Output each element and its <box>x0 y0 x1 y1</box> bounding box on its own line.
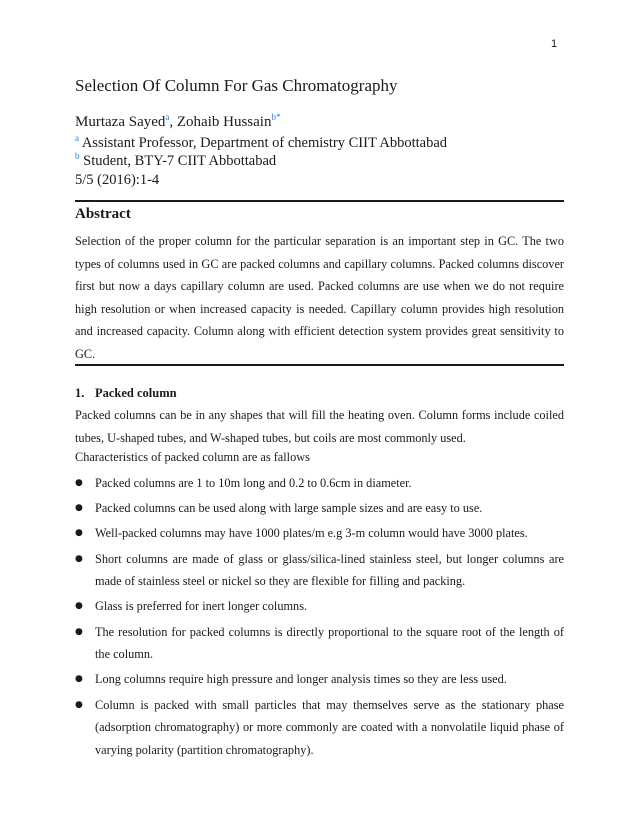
list-item: ● Packed columns are 1 to 10m long and 0.2 to 0.6cm in diameter. <box>75 472 564 495</box>
paper-title: Selection Of Column For Gas Chromatography <box>75 76 398 95</box>
section-number: 1. <box>75 386 85 400</box>
list-item: ● Well-packed columns may have 1000 plates/m e.g 3-m column would have 3000 plates. <box>75 522 564 545</box>
author-name: Murtaza Sayed <box>75 114 166 130</box>
list-item: ● Packed columns can be used along with large sample sizes and are easy to use. <box>75 497 564 520</box>
issue-info: 5/5 (2016):1-4 <box>75 172 160 188</box>
affiliation-mark: b <box>75 151 80 162</box>
section-heading <box>75 386 177 401</box>
author-affiliation-mark: a <box>165 112 170 122</box>
section-title: Packed column <box>95 386 177 400</box>
characteristics-list <box>75 472 564 764</box>
affiliation-text: Student, BTY-7 CIIT Abbottabad <box>83 153 277 169</box>
affiliation <box>75 135 447 152</box>
list-item: ● Column is packed with small particles that may themselves serve as the stationary phase (adsorption chromatography) or more commonly are coated with a nonvolatile liquid phase of varying polarity (partition chromatography). <box>75 694 564 762</box>
author-affiliation-mark: b* <box>271 112 281 122</box>
abstract-body: Selection of the proper column for the particular separation is an important step in GC. The two types of columns used in GC are packed columns and capillary columns. Packed columns discover first but now a days capillary column are used. Packed columns are use when we do not require high resolution or when increased capacity is needed. Capillary column provides high resolution and increased capacity. Column along with efficient detection system provides great sensitivity to GC. <box>75 234 564 361</box>
divider <box>75 364 564 366</box>
affiliation <box>75 153 276 170</box>
list-item: ● Long columns require high pressure and longer analysis times so they are less used. <box>75 668 564 691</box>
author-name: Zohaib Hussain <box>176 114 272 130</box>
list-item: ● The resolution for packed columns is directly proportional to the square root of the length of the column. <box>75 621 564 666</box>
affiliation-text: Assistant Professor, Department of chemistry CIIT Abbottabad <box>81 135 448 151</box>
affiliation-mark: a <box>75 133 79 144</box>
section-body: Packed columns can be in any shapes that will fill the heating oven. Column forms include coiled tubes, U-shaped tubes, and W-shaped tubes, but coils are most commonly used. <box>75 408 564 445</box>
characteristics-intro: Characteristics of packed column are as fallows <box>75 450 310 464</box>
author-line: Murtaza Sayed$^a$, Zohaib Hussain$^{b*}$ <box>75 112 281 130</box>
abstract-heading: Abstract <box>75 206 131 222</box>
divider <box>75 200 564 202</box>
page-number: 1 <box>551 38 558 50</box>
list-item: ● Glass is preferred for inert longer columns. <box>75 595 564 618</box>
list-item: ● Short columns are made of glass or glass/silica-lined stainless steel, but longer columns are made of stainless steel or nickel so they are flexible for filling and packing. <box>75 548 564 593</box>
